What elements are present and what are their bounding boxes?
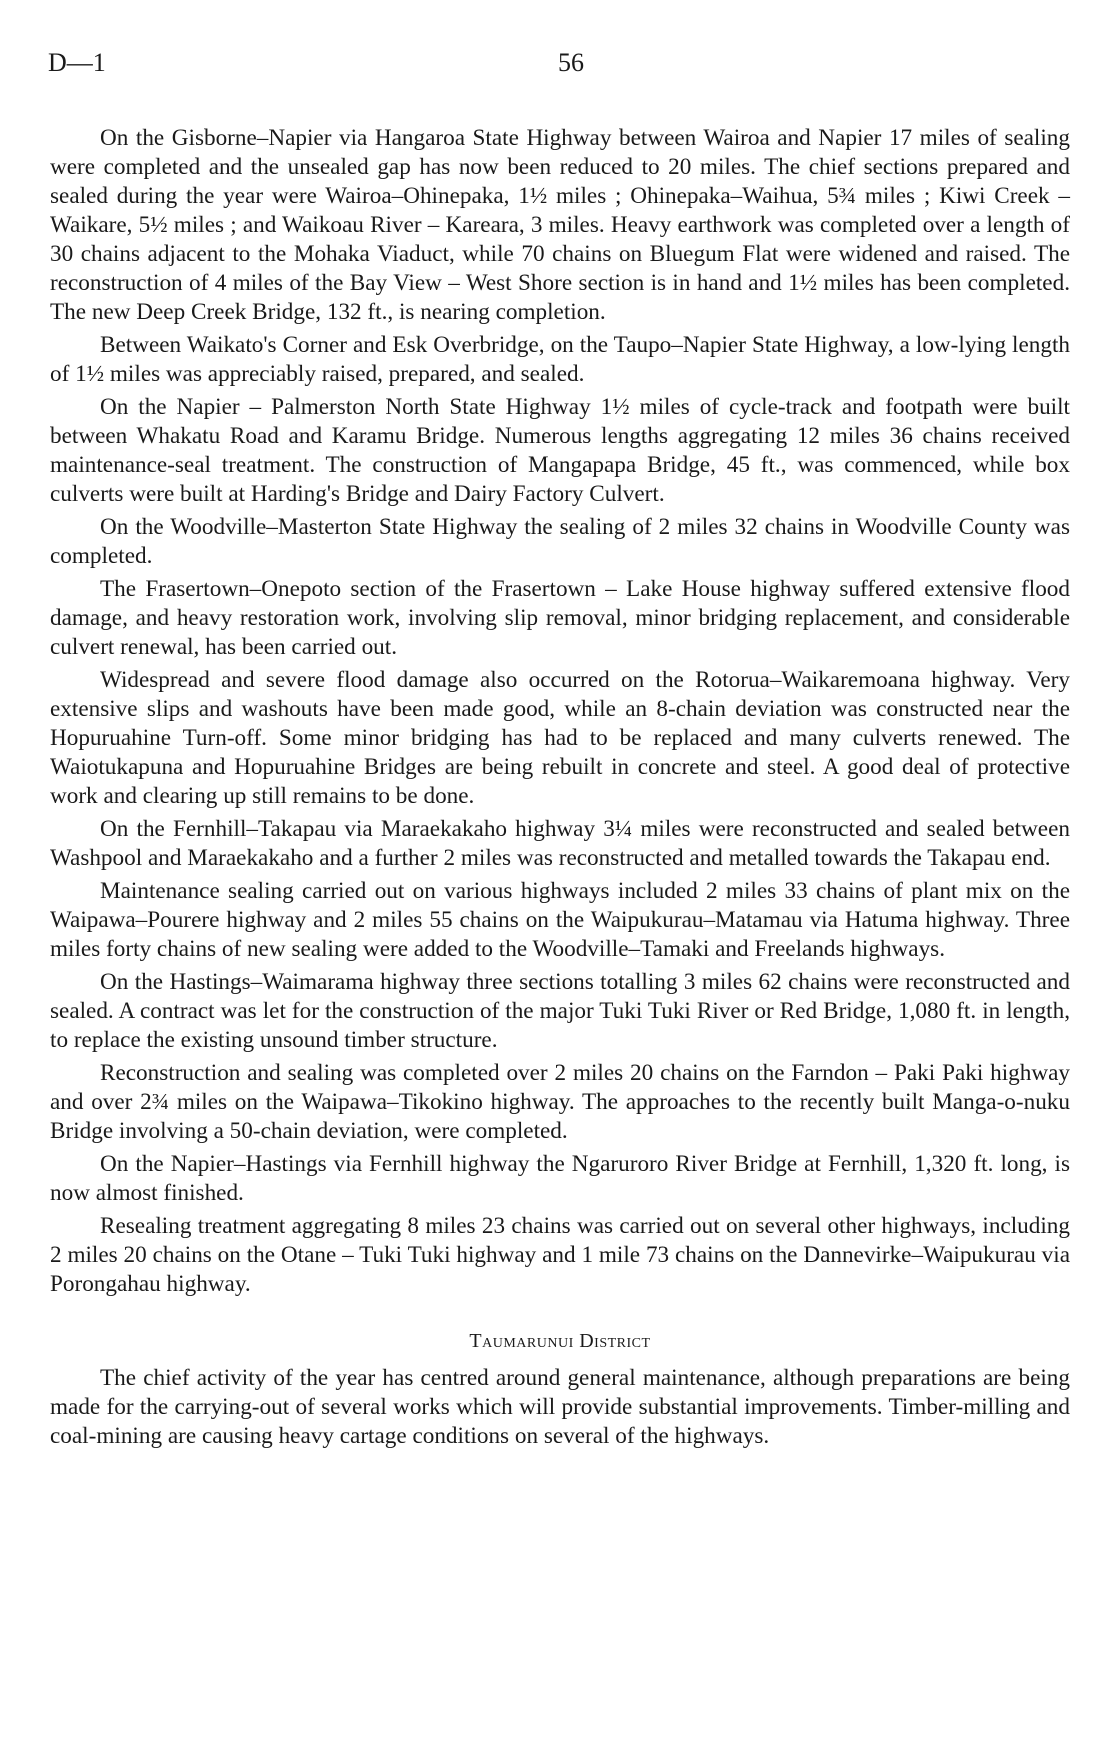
paragraph: On the Napier – Palmerston North State Highway 1½ miles of cycle-track and footpath were built between Whakatu Road and Karamu Bridge. Numerous lengths aggregating 12 miles 36 chains received maintenance-seal treatment. The construction of Mangapapa Bridge, 45 ft., was commenced, while box culverts were built at Harding's Bridge and Dairy Factory Culvert.: [50, 394, 1070, 507]
document-body: [50, 124, 1070, 1455]
paragraph: Resealing treatment aggregating 8 miles 23 chains was carried out on several other highways, including 2 miles 20 chains on the Otane – Tuki Tuki highway and 1 mile 73 chains on the Dannevirke–Waipukurau via Porongahau highway.: [50, 1213, 1070, 1297]
paragraph: Maintenance sealing carried out on various highways included 2 miles 33 chains of plant mix on the Waipawa–Pourere highway and 2 miles 55 chains on the Waipukurau–Matamau via Hatuma highway. Three miles forty chains of new sealing were added to the Woodville–Tamaki and Freelands highways.: [50, 878, 1070, 962]
paragraph: On the Gisborne–Napier via Hangaroa State Highway between Wairoa and Napier 17 miles of sealing were completed and the unsealed gap has now been reduced to 20 miles. The chief sections prepared and sealed during the year were Wairoa–Ohinepaka, 1½ miles ; Ohinepaka–Waihua, 5¾ miles ; Kiwi Creek – Waikare, 5½ miles ; and Waikoau River – Kareara, 3 miles. Heavy earthwork was completed over a length of 30 chains adjacent to the Mohaka Viaduct, while 70 chains on Bluegum Flat were widened and raised. The reconstruction of 4 miles of the Bay View – West Shore section is in hand and 1½ miles has been completed. The new Deep Creek Bridge, 132 ft., is nearing completion.: [50, 125, 1070, 325]
section-heading: Taumarunui District: [469, 1330, 651, 1352]
document-code: D—1: [48, 48, 106, 77]
paragraph: Reconstruction and sealing was completed over 2 miles 20 chains on the Farndon – Paki Paki highway and over 2¾ miles on the Waipawa–Tikokino highway. The approaches to the recently built Manga-o-nuku Bridge involving a 50-chain deviation, were completed.: [50, 1060, 1070, 1144]
paragraph: Between Waikato's Corner and Esk Overbridge, on the Taupo–Napier State Highway, a low-lying length of 1½ miles was appreciably raised, prepared, and sealed.: [50, 332, 1070, 387]
paragraph: The chief activity of the year has centred around general maintenance, although preparations are being made for the carrying-out of several works which will provide substantial improvements. Timber-milling and coal-mining are causing heavy cartage conditions on several of the highways.: [50, 1365, 1070, 1449]
paragraph: Widespread and severe flood damage also occurred on the Rotorua–Waikaremoana highway. Very extensive slips and washouts have been made good, while an 8-chain deviation was constructed near the Hopuruahine Turn-off. Some minor bridging has had to be replaced and many culverts renewed. The Waiotukapuna and Hopuruahine Bridges are being rebuilt in concrete and steel. A good deal of protective work and clearing up still remains to be done.: [50, 667, 1070, 809]
page-number: 56: [558, 48, 584, 77]
paragraph: On the Fernhill–Takapau via Maraekakaho highway 3¼ miles were reconstructed and sealed between Washpool and Maraekakaho and a further 2 miles was reconstructed and metalled towards the Takapau end.: [50, 816, 1070, 871]
paragraph: The Frasertown–Onepoto section of the Frasertown – Lake House highway suffered extensive flood damage, and heavy restoration work, involving slip removal, minor bridging replacement, and considerable culvert renewal, has been carried out.: [50, 576, 1070, 660]
page-header: [48, 48, 1066, 88]
paragraph: On the Woodville–Masterton State Highway the sealing of 2 miles 32 chains in Woodville County was completed.: [50, 514, 1070, 569]
paragraph: On the Hastings–Waimarama highway three sections totalling 3 miles 62 chains were reconstructed and sealed. A contract was let for the construction of the major Tuki Tuki River or Red Bridge, 1,080 ft. in length, to replace the existing unsound timber structure.: [50, 969, 1070, 1053]
paragraph: On the Napier–Hastings via Fernhill highway the Ngaruroro River Bridge at Fernhill, 1,320 ft. long, is now almost finished.: [50, 1151, 1070, 1206]
